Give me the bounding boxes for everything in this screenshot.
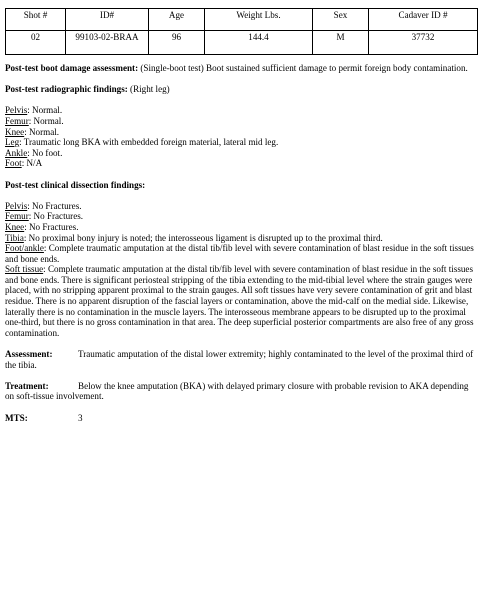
header-age: Age bbox=[149, 9, 205, 31]
assessment-heading: Assessment: bbox=[5, 349, 53, 360]
list-item bbox=[5, 264, 477, 338]
list-item bbox=[5, 148, 477, 159]
table-header-row bbox=[6, 9, 478, 31]
document-page bbox=[5, 8, 477, 423]
clinical-heading: Post-test clinical dissection findings: bbox=[5, 179, 146, 190]
clinical-findings-list bbox=[5, 201, 477, 339]
header-sex: Sex bbox=[313, 9, 369, 31]
finding-label: Leg bbox=[5, 137, 20, 148]
radiographic-heading: Post-test radiographic findings: bbox=[5, 84, 128, 95]
finding-text: : No Fractures. bbox=[24, 221, 79, 232]
list-item bbox=[5, 116, 477, 127]
finding-text: : No Fractures. bbox=[28, 211, 84, 222]
header-weight: Weight Lbs. bbox=[205, 9, 313, 31]
treatment-heading: Treatment: bbox=[5, 380, 49, 391]
finding-text: : Normal. bbox=[24, 126, 60, 137]
finding-label: Knee bbox=[5, 126, 25, 137]
finding-text: : Complete traumatic amputation at the distal tib/fib level with severe contamination of blast residue in the soft tissues and bone ends. bbox=[5, 243, 474, 264]
mts-heading: MTS: bbox=[5, 412, 28, 423]
clinical-heading-line bbox=[5, 180, 477, 191]
boot-damage-section bbox=[5, 63, 477, 74]
list-item bbox=[5, 201, 477, 212]
assessment-section bbox=[5, 349, 477, 370]
finding-label: Femur bbox=[5, 211, 29, 222]
finding-label: Femur bbox=[5, 115, 29, 126]
radiographic-heading-line bbox=[5, 84, 477, 95]
specimen-summary-table bbox=[5, 8, 478, 55]
finding-text: : Traumatic long BKA with embedded foreign material, lateral mid leg. bbox=[19, 137, 279, 148]
finding-label: Tibia bbox=[5, 232, 24, 243]
finding-text: : Complete traumatic amputation at the distal tib/fib level with severe contamination of blast residue in the soft tissues and bone ends. There is significant periosteal stripping of the tibia extending to the mid-tibial level where the strain gauges were placed, with no stripping apparent proximal to the strain gauges. All soft tissues have very severe contamination of grit and blast residue. There is no apparent disruption of the fascial layers or contamination, above the mid-calf on the medial side. Likewise, laterally there is no contamination in the muscle layers. The interosseous membrane appears to be disrupted up to the proximal one-third, but there is no gross contamination in that area. The deep superficial posterior compartments are also free of any gross contamination. bbox=[5, 264, 474, 338]
cell-cadaver-id: 37732 bbox=[369, 31, 478, 55]
cell-id: 99103-02-BRAA bbox=[66, 31, 149, 55]
mts-value: 3 bbox=[78, 412, 83, 423]
finding-label: Knee bbox=[5, 221, 25, 232]
boot-damage-heading: Post-test boot damage assessment: bbox=[5, 63, 139, 73]
finding-label: Pelvis bbox=[5, 105, 28, 116]
treatment-text: Below the knee amputation (BKA) with delayed primary closure with probable revision to AKA depending on soft-tissue involvement. bbox=[5, 380, 469, 402]
cell-age: 96 bbox=[149, 31, 205, 55]
list-item bbox=[5, 243, 477, 264]
list-item bbox=[5, 137, 477, 148]
finding-text: : No Fractures. bbox=[27, 200, 82, 211]
finding-text: : No proximal bony injury is noted; the interosseous ligament is disrupted up to the proximal third. bbox=[23, 232, 383, 243]
treatment-section bbox=[5, 381, 477, 402]
header-cadaver-id: Cadaver ID # bbox=[369, 9, 478, 31]
finding-label: Foot bbox=[5, 158, 22, 169]
radiographic-findings-list bbox=[5, 105, 477, 169]
radiographic-side: (Right leg) bbox=[127, 84, 170, 95]
list-item bbox=[5, 211, 477, 222]
header-id: ID# bbox=[66, 9, 149, 31]
cell-shot: 02 bbox=[6, 31, 66, 55]
header-shot: Shot # bbox=[6, 9, 66, 31]
finding-label: Ankle bbox=[5, 147, 28, 158]
finding-label: Soft tissue bbox=[5, 264, 44, 275]
finding-text: : No foot. bbox=[27, 147, 63, 158]
finding-text: : Normal. bbox=[28, 115, 64, 126]
finding-label: Foot/ankle bbox=[5, 243, 44, 254]
list-item bbox=[5, 158, 477, 169]
boot-damage-text: (Single-boot test) Boot sustained sufficient damage to permit foreign body contamination. bbox=[138, 63, 468, 73]
finding-text: : N/A bbox=[21, 158, 43, 169]
cell-weight: 144.4 bbox=[205, 31, 313, 55]
list-item bbox=[5, 233, 477, 244]
list-item bbox=[5, 105, 477, 116]
list-item bbox=[5, 127, 477, 138]
table-row bbox=[6, 31, 478, 55]
assessment-text: Traumatic amputation of the distal lower extremity; highly contaminated to the level of the proximal third of the tibia. bbox=[5, 349, 474, 370]
mts-section bbox=[5, 413, 477, 424]
cell-sex: M bbox=[313, 31, 369, 55]
finding-text: : Normal. bbox=[27, 105, 63, 116]
finding-label: Pelvis bbox=[5, 200, 28, 211]
list-item bbox=[5, 222, 477, 233]
